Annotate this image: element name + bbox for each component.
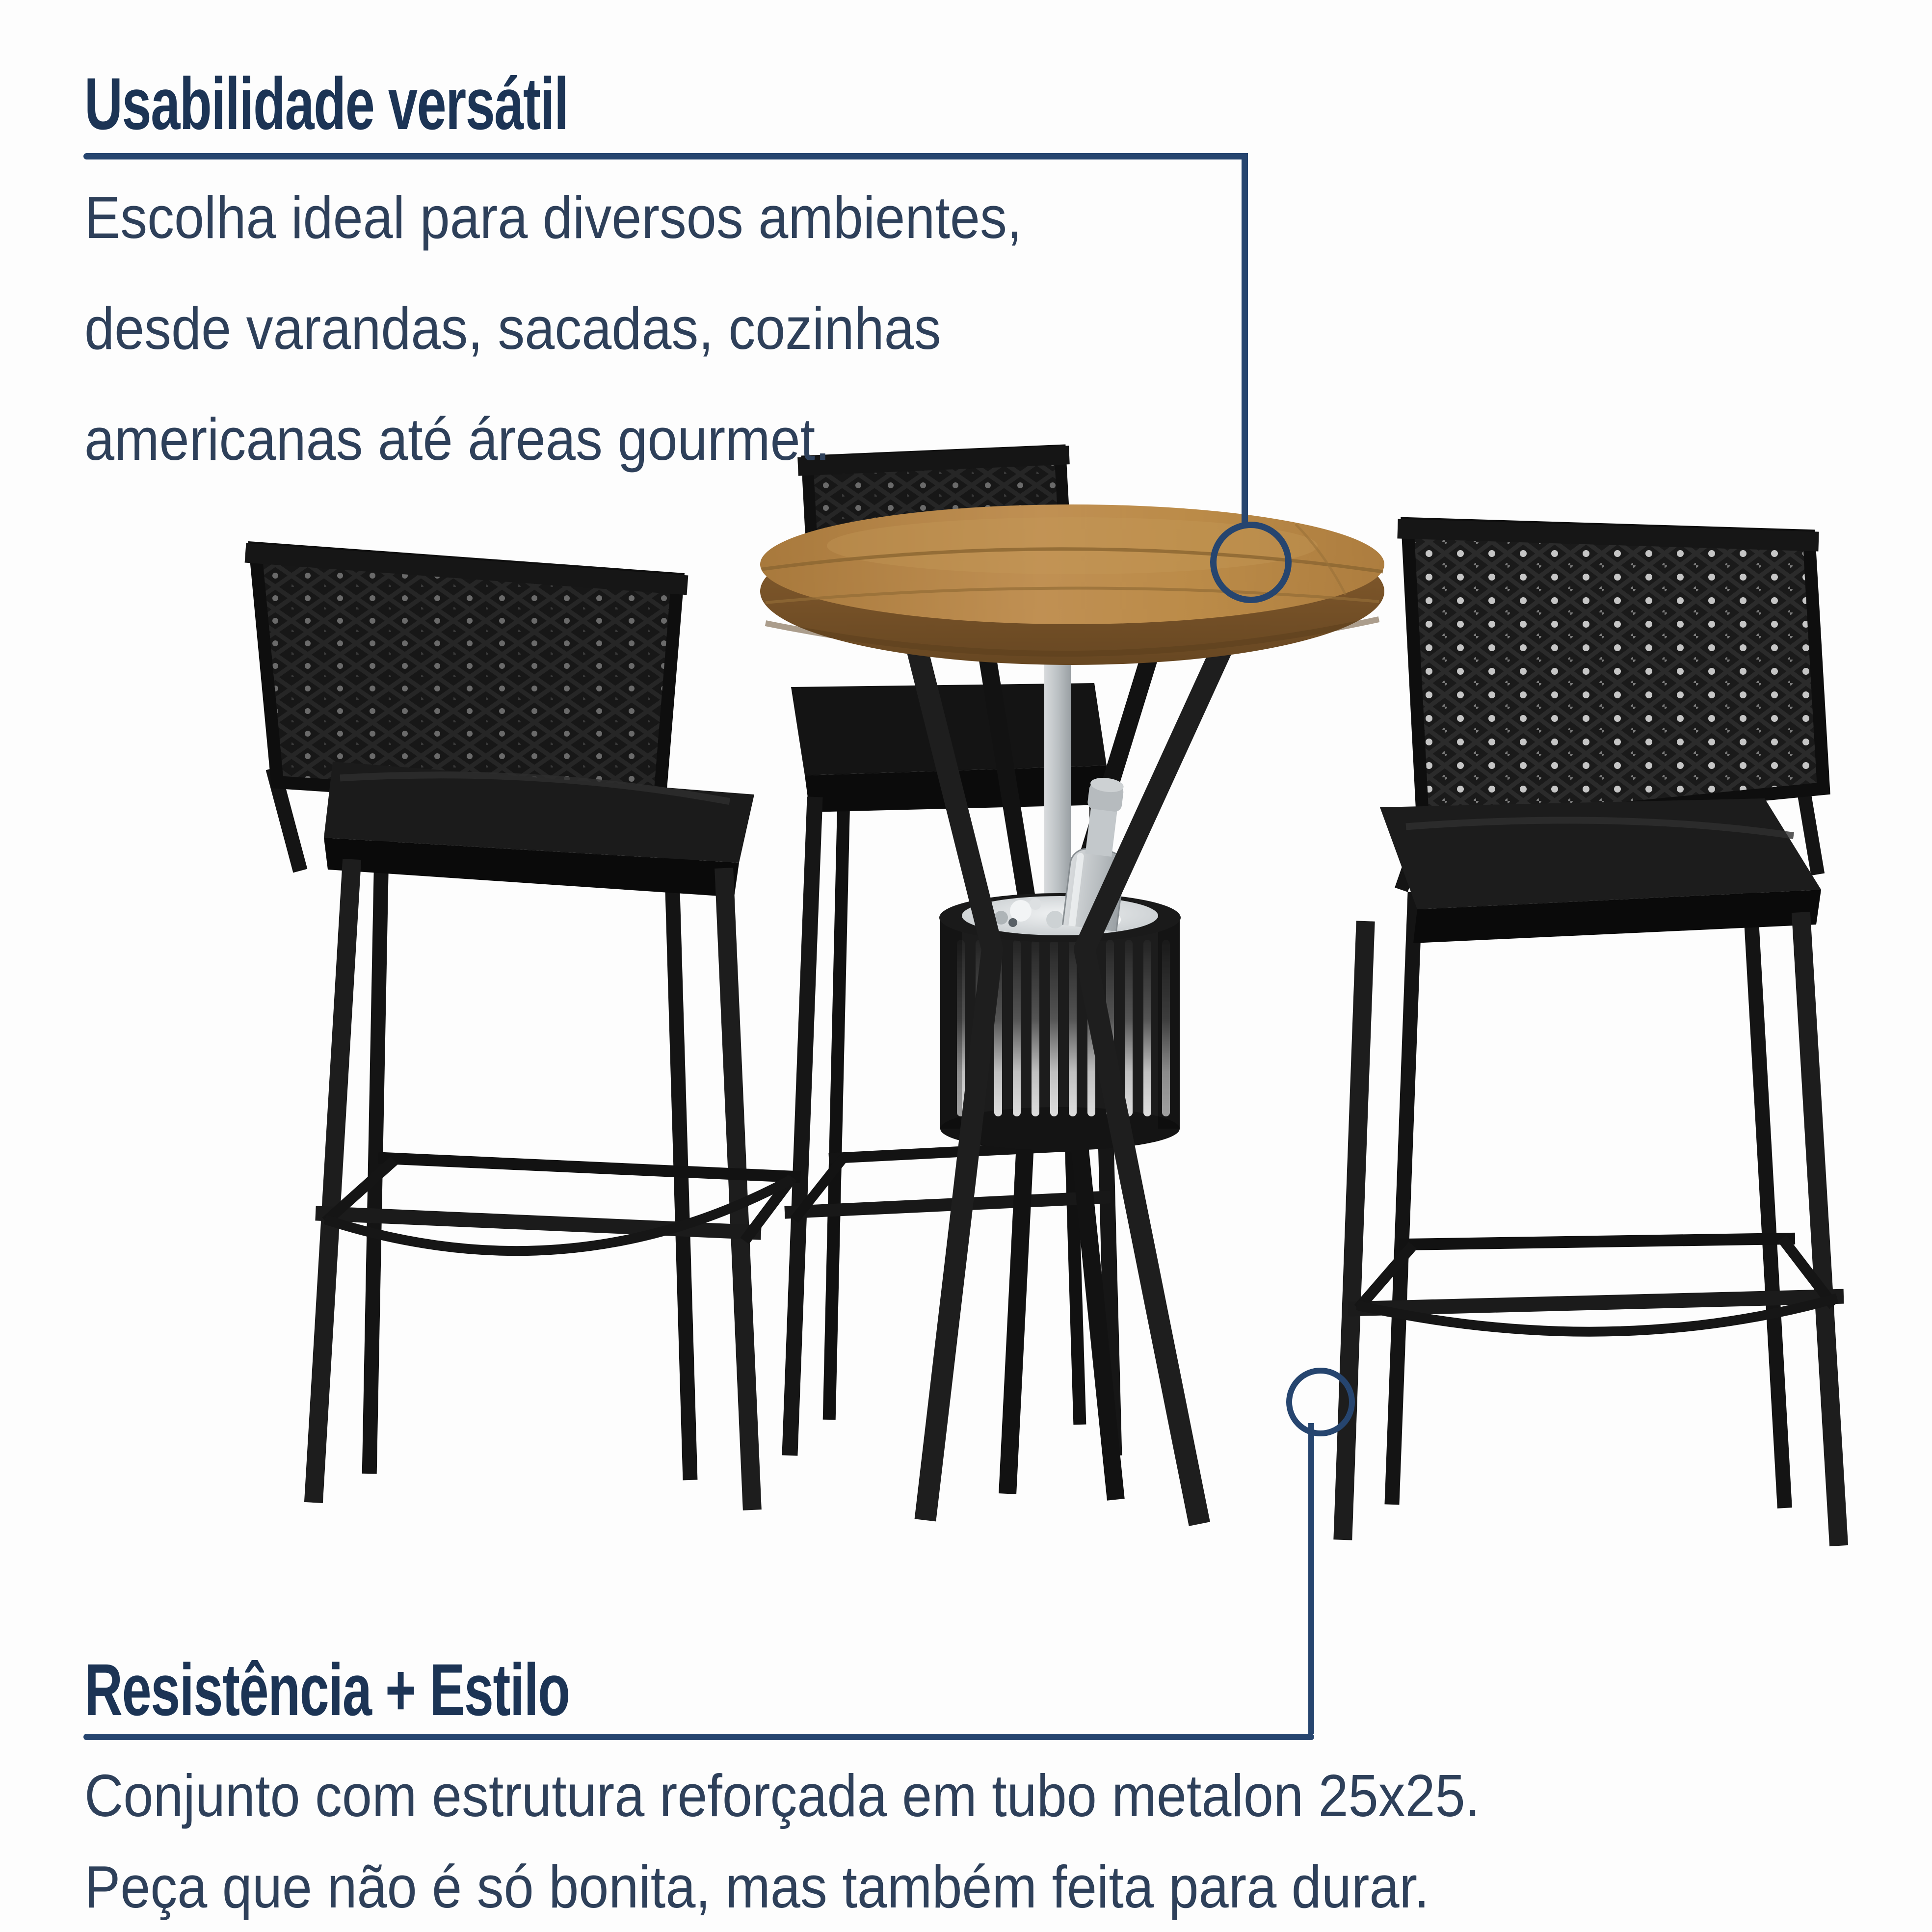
callout-line-top [1242, 153, 1248, 524]
callout-ring-stool-leg [1286, 1368, 1355, 1436]
table-pedestal-pole [1044, 658, 1071, 918]
table-top [760, 504, 1384, 665]
callout-rule-top [83, 153, 1248, 159]
usability-paragraph-line: americanas até áreas gourmet. [84, 406, 830, 473]
callout-line-bottom [1308, 1423, 1314, 1734]
bar-stool-left [255, 548, 794, 1501]
resistance-paragraph-line: Conjunto com estrutura reforçada em tubo metalon 25x25. [84, 1762, 1481, 1829]
usability-paragraph-line: Escolha ideal para diversos ambientes, [84, 184, 1022, 251]
bar-stool-right [1343, 524, 1838, 1536]
callout-ring-tabletop [1210, 522, 1292, 603]
resistance-paragraph-line: Peça que não é só bonita, mas também feita para durar. [84, 1853, 1429, 1920]
section-heading-resistance: Resistência + Estilo [84, 1648, 570, 1731]
callout-rule-bottom [83, 1734, 1314, 1740]
usability-paragraph-line: desde varandas, sacadas, cozinhas [84, 295, 941, 362]
section-heading-usability: Usabilidade versátil [84, 62, 568, 145]
